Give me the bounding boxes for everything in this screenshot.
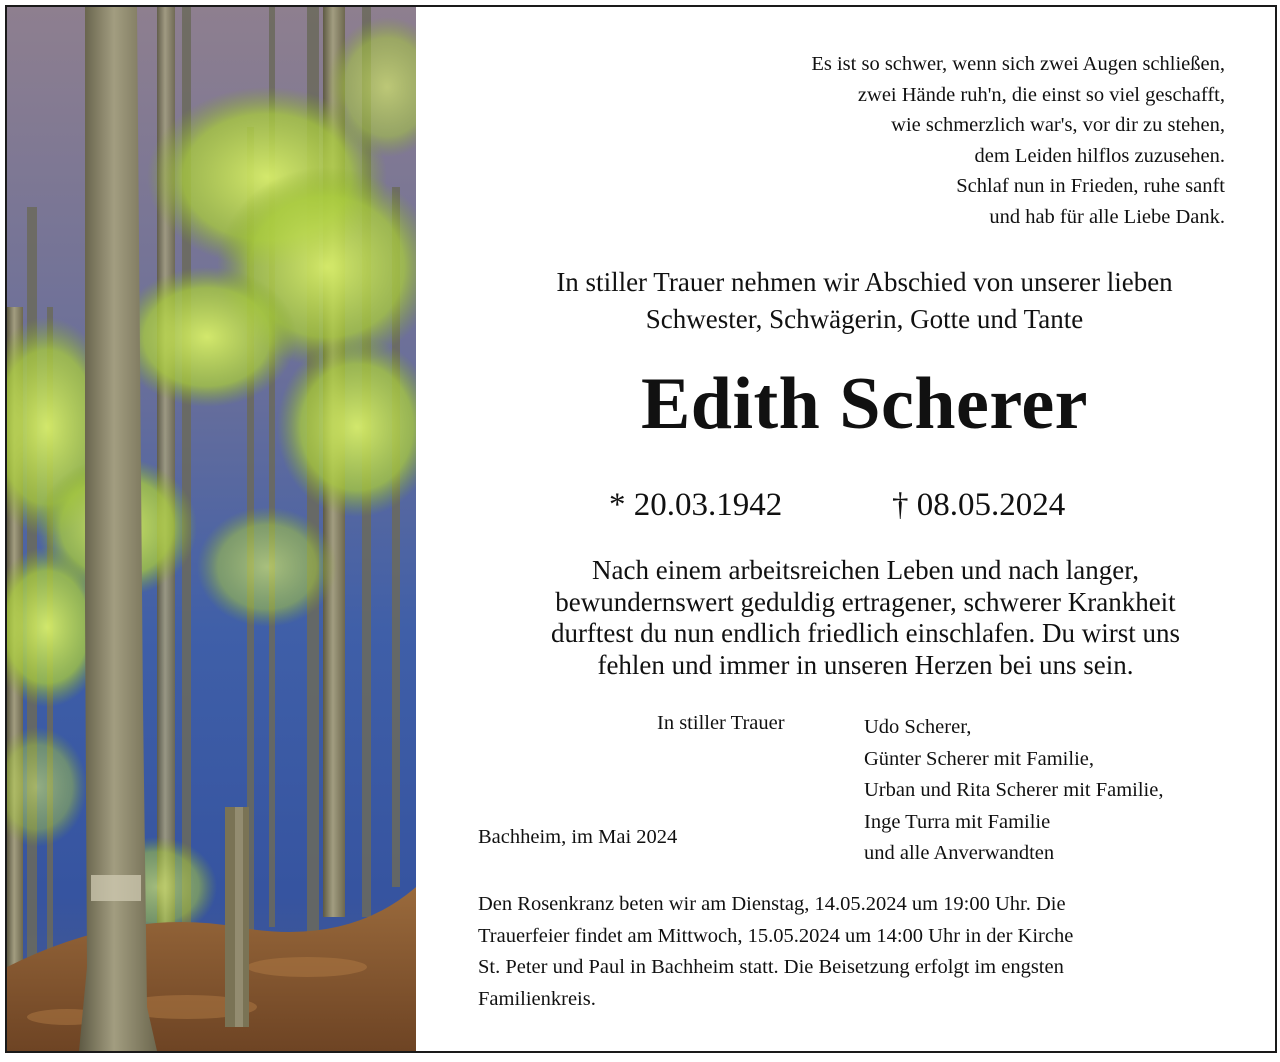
poem-line: Es ist so schwer, wenn sich zwei Augen schließen,	[811, 53, 1225, 75]
poem-line: Schlaf nun in Frieden, ruhe sanft	[956, 175, 1225, 197]
poem-line: und hab für alle Liebe Dank.	[989, 205, 1225, 228]
announcement-intro	[416, 264, 1275, 338]
mourner: Udo Scherer,	[864, 716, 972, 738]
service-info	[478, 889, 1248, 1015]
poem-line: zwei Hände ruh'n, die einst so viel geschafft,	[857, 83, 1225, 106]
death-date: † 08.05.2024	[892, 487, 1066, 523]
mourner: Inge Turra mit Familie	[864, 810, 1051, 833]
birth-date: * 20.03.1942	[609, 487, 783, 523]
intro-line: Schwester, Schwägerin, Gotte und Tante	[645, 304, 1084, 334]
deceased-name: Edith Scherer	[640, 363, 1089, 445]
info-line: Familienkreis.	[478, 987, 596, 1010]
obituary-notice	[5, 5, 1277, 1053]
text-line: durftest du nun endlich friedlich einschlafen. Du wirst uns	[550, 618, 1181, 648]
mourner: Günter Scherer mit Familie,	[864, 747, 1094, 770]
memorial-poem	[811, 49, 1225, 232]
notice-text-area	[416, 7, 1275, 1051]
mourner: Urban und Rita Scherer mit Familie,	[864, 779, 1164, 801]
place-and-date: Bachheim, im Mai 2024	[478, 826, 678, 848]
mourning-label: In stiller Trauer	[657, 712, 785, 734]
info-line: Trauerfeier findet am Mittwoch, 15.05.2024 um 14:00 Uhr in der Kirche	[478, 924, 1074, 947]
text-line: bewundernswert geduldig ertragener, schwerer Krankheit	[555, 586, 1176, 617]
forest-photo	[7, 7, 416, 1051]
text-line: Nach einem arbeitsreichen Leben und nach langer,	[592, 555, 1139, 585]
info-line: St. Peter und Paul in Bachheim statt. Die Beisetzung erfolgt im engsten	[478, 956, 1064, 978]
mourners-list	[864, 712, 1163, 870]
intro-line: In stiller Trauer nehmen wir Abschied von unserer lieben	[556, 267, 1173, 297]
poem-line: wie schmerzlich war's, vor dir zu stehen,	[891, 114, 1225, 136]
poem-line: dem Leiden hilflos zuzusehen.	[974, 144, 1225, 167]
text-line: fehlen und immer in unseren Herzen bei uns sein.	[597, 649, 1134, 680]
memorial-text	[416, 555, 1275, 681]
info-line: Den Rosenkranz beten wir am Dienstag, 14.05.2024 um 19:00 Uhr. Die	[478, 893, 1066, 915]
mourner: und alle Anverwandten	[864, 842, 1055, 864]
